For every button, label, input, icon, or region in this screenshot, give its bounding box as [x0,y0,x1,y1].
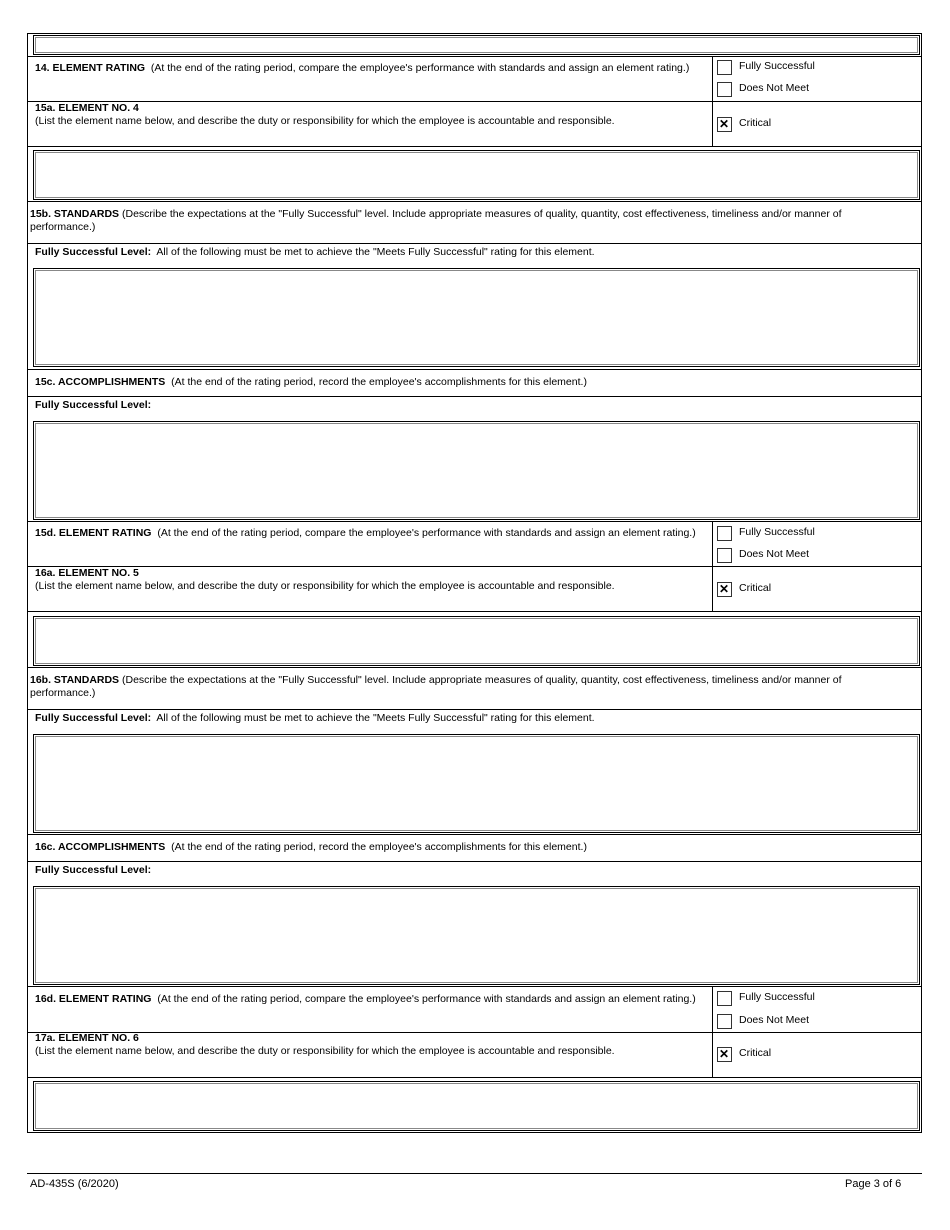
element-rating-15d [35,527,696,540]
element-rating-14 [35,62,689,75]
column-divider [712,56,713,146]
fully-successful-label-15d: Fully Successful [739,526,815,538]
element-4-name-field[interactable] [33,150,920,200]
fully-successful-level-16b [35,712,595,725]
standards-16b-desc: (Describe the expectations at the "Fully Successful" level. Include appropriate measures of quality, quantity, cost effectiveness, timeliness and/or manner of performance.) [30,674,842,699]
element-17a-heading [35,1032,139,1045]
critical-label-17a: Critical [739,1047,772,1059]
accomplishments-15c [35,376,587,389]
divider [27,1077,922,1078]
element-6-name-field[interactable] [33,1081,920,1131]
accomplishments-15c-desc: (At the end of the rating period, record the employee's accomplishments for this element.) [171,376,587,388]
divider [27,146,922,147]
element-16a-desc: (List the element name below, and describe the duty or responsibility for which the employee is accountable and responsible. [35,580,615,592]
element-rating-16d-heading: 16d. ELEMENT RATING [35,993,152,1005]
standards-15b-heading: 15b. STANDARDS [30,208,120,220]
element-rating-16d [35,993,696,1006]
fully-successful-checkbox-16d[interactable] [717,991,732,1006]
divider [27,834,922,835]
element-16a-title: 16a. ELEMENT NO. 5 [35,567,139,579]
fs-level-15c-label: Fully Successful Level: [35,399,152,411]
fully-successful-label-14: Fully Successful [739,60,815,72]
does-not-meet-checkbox-14[interactable] [717,82,732,97]
does-not-meet-label-15d: Does Not Meet [739,548,810,560]
divider [27,709,922,710]
element-5-name-field[interactable] [33,616,920,666]
does-not-meet-checkbox-16d[interactable] [717,1014,732,1029]
fully-successful-checkbox-14[interactable] [717,60,732,75]
column-divider [712,986,713,1077]
critical-checkbox-17a[interactable] [717,1047,732,1062]
form-id: AD-435S (6/2020) [30,1178,119,1190]
column-divider [712,521,713,611]
standards-16b-field[interactable] [33,734,920,833]
accomplishments-16c-desc: (At the end of the rating period, record the employee's accomplishments for this element.) [171,841,587,853]
fs-level-15c-heading [35,399,151,412]
divider [27,101,922,102]
fully-successful-label-16d: Fully Successful [739,991,815,1003]
accomplishments-15c-heading: 15c. ACCOMPLISHMENTS [35,376,166,388]
critical-checkbox-16a[interactable] [717,582,732,597]
divider [27,201,922,202]
fs-level-16c-heading [35,864,151,877]
does-not-meet-label-14: Does Not Meet [739,82,810,94]
standards-15b-desc: (Describe the expectations at the "Fully Successful" level. Include appropriate measures of quality, quantity, cost effectiveness, timeliness and/or manner of performance.) [30,208,842,233]
does-not-meet-label-16d: Does Not Meet [739,1014,810,1026]
critical-label-16a: Critical [739,582,772,594]
divider [27,243,922,244]
element-rating-15d-desc: (At the end of the rating period, compare the employee's performance with standards and assign an element rating.) [157,527,696,539]
fs-level-15b-desc: All of the following must be met to achieve the "Meets Fully Successful" rating for this element. [156,246,595,258]
element-rating-16d-desc: (At the end of the rating period, compare the employee's performance with standards and assign an element rating.) [157,993,696,1005]
element-15a-title: 15a. ELEMENT NO. 4 [35,102,139,114]
fully-successful-level-15b [35,246,595,259]
element-rating-15d-heading: 15d. ELEMENT RATING [35,527,152,539]
divider [27,369,922,370]
standards-16b-heading: 16b. STANDARDS [30,674,120,686]
divider [27,566,922,567]
previous-element-field[interactable] [33,35,920,55]
accomplishments-16c [35,841,587,854]
divider [27,861,922,862]
divider [27,521,922,522]
element-15a-heading [35,102,139,115]
element-rating-14-heading: 14. ELEMENT RATING [35,62,146,74]
element-rating-14-desc: (At the end of the rating period, compare the employee's performance with standards and assign an element rating.) [150,62,690,74]
accomplishments-16c-heading: 16c. ACCOMPLISHMENTS [35,841,166,853]
divider [27,1032,922,1033]
divider [27,986,922,987]
standards-16b [30,674,890,700]
fs-level-16b-heading: Fully Successful Level: [35,712,152,724]
footer-rule [27,1173,922,1174]
divider [27,667,922,668]
standards-15b-field[interactable] [33,268,920,367]
element-15a-desc: (List the element name below, and describe the duty or responsibility for which the employee is accountable and responsible. [35,115,615,127]
accomplishments-15c-field[interactable] [33,421,920,520]
standards-15b [30,208,890,234]
element-16a-heading [35,567,139,580]
accomplishments-16c-field[interactable] [33,886,920,985]
fs-level-16b-desc: All of the following must be met to achieve the "Meets Fully Successful" rating for this element. [156,712,595,724]
does-not-meet-checkbox-15d[interactable] [717,548,732,563]
element-17a-title: 17a. ELEMENT NO. 6 [35,1032,139,1044]
fully-successful-checkbox-15d[interactable] [717,526,732,541]
fs-level-15b-heading: Fully Successful Level: [35,246,152,258]
element-17a-desc: (List the element name below, and describe the duty or responsibility for which the employee is accountable and responsible. [35,1045,615,1057]
divider [27,56,922,57]
page-number: Page 3 of 6 [845,1178,902,1190]
divider [27,396,922,397]
critical-label-15a: Critical [739,117,772,129]
critical-checkbox-15a[interactable] [717,117,732,132]
fs-level-16c-label: Fully Successful Level: [35,864,152,876]
divider [27,611,922,612]
